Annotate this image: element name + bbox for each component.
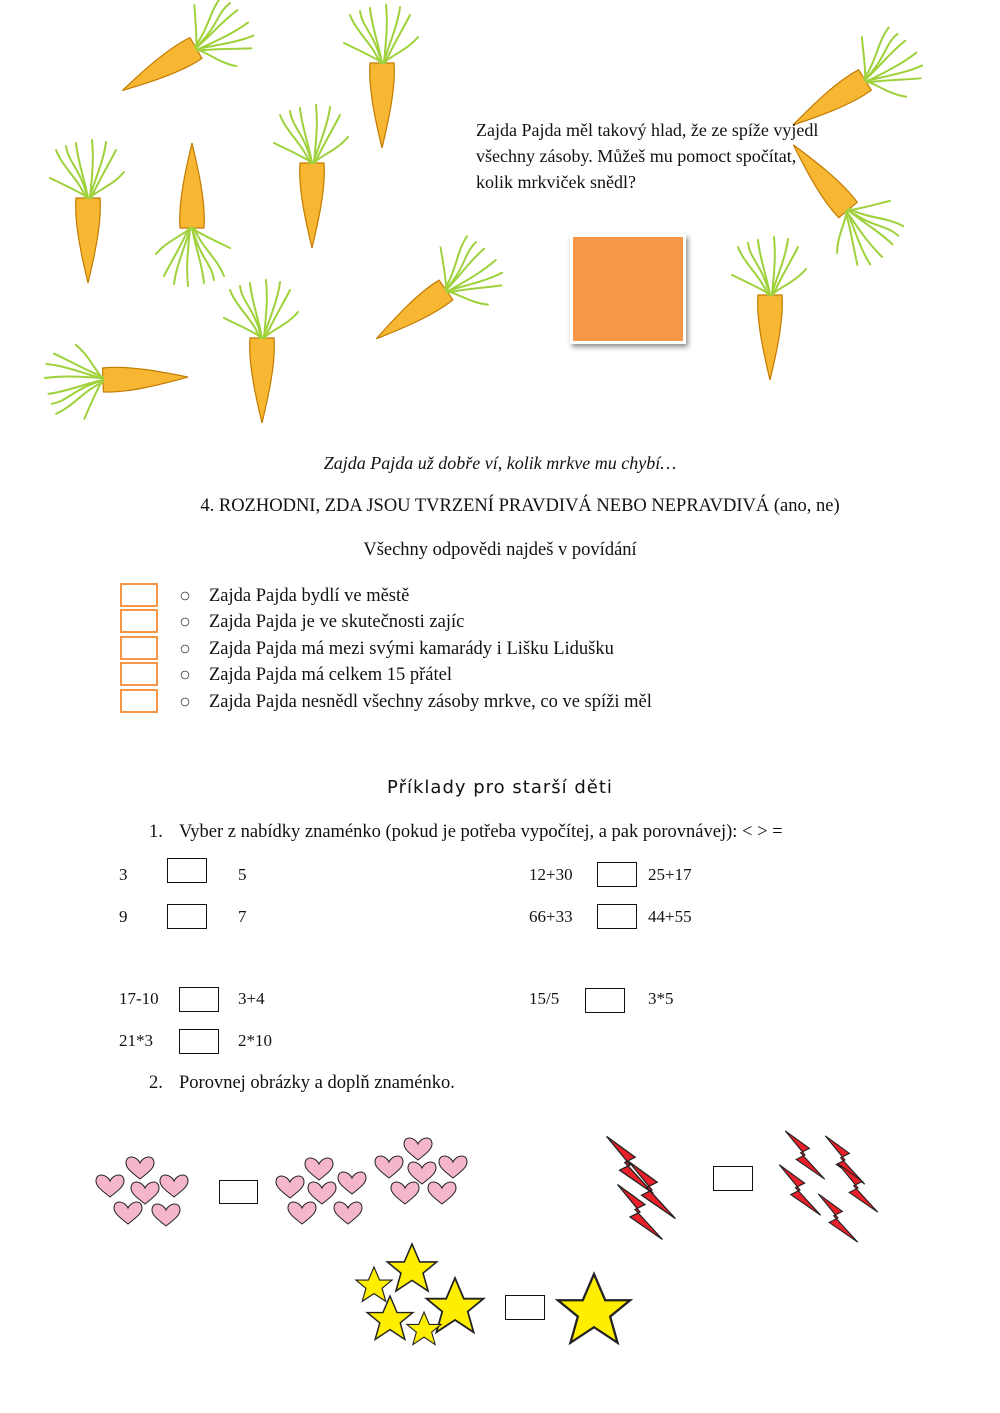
answer-checkbox[interactable] xyxy=(120,609,158,633)
subtitle: Zajda Pajda už dobře ví, kolik mrkve mu chybí… xyxy=(323,453,677,473)
statement-text: Zajda Pajda má mezi svými kamarády i Lišku Lidušku xyxy=(209,639,614,659)
heart-icon xyxy=(276,1176,304,1198)
compare-left: 17-10 xyxy=(119,989,159,1008)
carrot-icon xyxy=(274,105,348,248)
sign-input[interactable] xyxy=(585,988,625,1013)
compare-left: 21*3 xyxy=(119,1031,153,1050)
sign-input[interactable] xyxy=(167,858,207,883)
heart-icon xyxy=(126,1157,154,1179)
heart-icon xyxy=(288,1202,316,1224)
question-text: Vyber z nabídky znaménko (pokud je potřeba vypočítej, a pak porovnávej): < > = xyxy=(179,822,783,842)
compare-right: 7 xyxy=(238,907,247,926)
heart-icon xyxy=(334,1202,362,1224)
task4-hint: Všechny odpovědi najdeš v povídání xyxy=(363,540,637,560)
lightning-icon xyxy=(618,1185,663,1240)
bullet-icon xyxy=(181,618,189,626)
star-icon xyxy=(387,1244,436,1291)
sign-input[interactable] xyxy=(179,987,219,1012)
intro-line: Zajda Pajda měl takový hlad, že ze spíže vyjedl xyxy=(476,120,819,140)
star-icon xyxy=(356,1267,392,1301)
compare-left: 12+30 xyxy=(529,865,573,884)
heart-icon xyxy=(96,1175,124,1197)
star-group-left xyxy=(356,1244,484,1345)
carrot-icon xyxy=(156,143,230,286)
picture-sign-input-hearts[interactable] xyxy=(219,1180,258,1204)
carrot-icon xyxy=(344,5,418,148)
bullet-icon xyxy=(181,645,189,653)
statement-text: Zajda Pajda je ve skutečnosti zajíc xyxy=(209,612,465,632)
compare-left: 15/5 xyxy=(529,989,560,1008)
compare-left: 3 xyxy=(119,865,128,884)
heart-icon xyxy=(131,1182,159,1204)
statement-text: Zajda Pajda má celkem 15 přátel xyxy=(209,665,452,685)
carrot-icon xyxy=(50,140,124,283)
picture-sign-input-lightning[interactable] xyxy=(713,1166,753,1191)
heart-icon xyxy=(404,1138,432,1160)
heart-icon xyxy=(391,1182,419,1204)
sign-input[interactable] xyxy=(597,862,637,887)
carrot-icon xyxy=(44,341,189,420)
bullet-icon xyxy=(181,671,189,679)
intro-line: všechny zásoby. Můžeš mu pomoct spočítat, xyxy=(476,146,797,166)
sign-input[interactable] xyxy=(597,904,637,929)
star-group-right xyxy=(558,1274,630,1343)
heart-icon xyxy=(160,1175,188,1197)
task4-heading: 4. ROZHODNI, ZDA JSOU TVRZENÍ PRAVDIVÁ NEBO NEPRAVDIVÁ (ano, ne) xyxy=(200,496,840,516)
answer-checkbox[interactable] xyxy=(120,689,158,713)
lightning-icon xyxy=(785,1131,825,1179)
lightning-group-right xyxy=(779,1131,878,1242)
lightning-icon xyxy=(818,1194,858,1242)
intro-line: kolik mrkviček snědl? xyxy=(476,172,636,192)
compare-right: 2*10 xyxy=(238,1031,272,1050)
compare-left: 66+33 xyxy=(529,907,573,926)
heart-icon xyxy=(408,1162,436,1184)
compare-right: 5 xyxy=(238,865,247,884)
heart-icon xyxy=(308,1182,336,1204)
compare-right: 25+17 xyxy=(648,865,692,884)
intro-text xyxy=(476,117,876,195)
compare-right: 3+4 xyxy=(238,989,265,1008)
carrot-icon xyxy=(355,226,515,369)
statement-text: Zajda Pajda bydlí ve městě xyxy=(209,586,410,606)
lightning-icon xyxy=(607,1136,654,1193)
star-icon xyxy=(558,1274,630,1343)
heart-icon xyxy=(305,1158,333,1180)
heart-icon xyxy=(338,1172,366,1194)
section-title: Příklady pro starší děti xyxy=(387,777,613,798)
heart-icon xyxy=(114,1202,142,1224)
sign-input[interactable] xyxy=(167,904,207,929)
compare-right: 3*5 xyxy=(648,989,674,1008)
compare-right: 44+55 xyxy=(648,907,692,926)
carrot-icon xyxy=(732,237,806,380)
heart-icon xyxy=(152,1204,180,1226)
question-number: 1. xyxy=(149,822,163,842)
statement-text: Zajda Pajda nesnědl všechny zásoby mrkve, co ve spíži měl xyxy=(209,692,652,712)
question-text: Porovnej obrázky a doplň znaménko. xyxy=(179,1073,455,1093)
heart-group-left xyxy=(96,1157,188,1226)
star-icon xyxy=(367,1296,413,1339)
lightning-group-left xyxy=(607,1136,676,1239)
carrots-illustration xyxy=(0,0,1000,430)
heart-icon xyxy=(439,1156,467,1178)
answer-checkbox[interactable] xyxy=(120,636,158,660)
lightning-icon xyxy=(825,1136,865,1184)
heart-icon xyxy=(428,1182,456,1204)
question-number: 2. xyxy=(149,1073,163,1093)
star-icon xyxy=(407,1312,441,1345)
lightning-icon xyxy=(838,1164,878,1212)
carrot-icon xyxy=(103,0,264,122)
heart-icon xyxy=(375,1156,403,1178)
sign-input[interactable] xyxy=(179,1029,219,1054)
answer-checkbox[interactable] xyxy=(120,583,158,607)
heart-group-right xyxy=(276,1138,467,1224)
picture-compare-area xyxy=(0,1120,1000,1380)
answer-checkbox[interactable] xyxy=(120,662,158,686)
carrot-count-answer-box[interactable] xyxy=(570,234,686,344)
picture-sign-input-stars[interactable] xyxy=(505,1295,545,1320)
bullet-icon xyxy=(181,592,189,600)
carrot-icon xyxy=(224,280,298,423)
bullet-icon xyxy=(181,698,189,706)
compare-left: 9 xyxy=(119,907,128,926)
